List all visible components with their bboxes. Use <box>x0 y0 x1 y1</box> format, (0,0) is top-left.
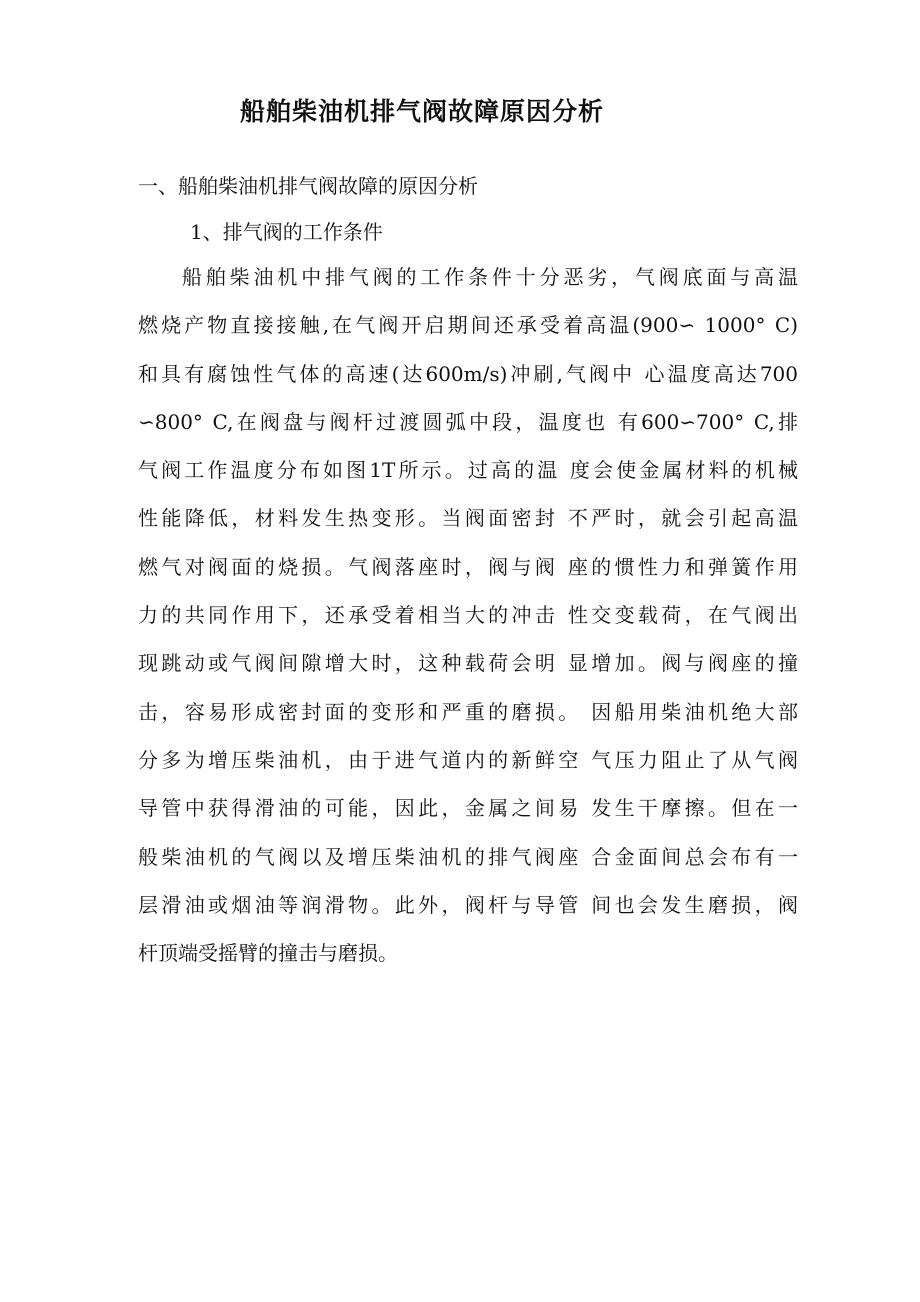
body-paragraph <box>138 262 798 986</box>
paragraph-line: 力的共同作用下，还承受着相当大的冲击 性交变载荷，在气阀出 <box>138 603 798 628</box>
sub-heading: 1、排气阀的工作条件 <box>190 220 383 244</box>
paragraph-line: 燃烧产物直接接触,在气阀开启期间还承受着高温(900∽ 1000° C) <box>138 313 798 338</box>
paragraph-line: 层滑油或烟油等润滑物。此外，阀杆与导管 间也会发生磨损，阀 <box>138 892 798 917</box>
paragraph-line: 燃气对阀面的烧损。气阀落座时，阀与阀 座的惯性力和弹簧作用 <box>138 554 798 579</box>
paragraph-line: ∽800° C,在阀盘与阀杆过渡圆弧中段，温度也 有600∽700° C,排 <box>138 409 798 434</box>
section-heading: 一、船舶柴油机排气阀故障的原因分析 <box>138 174 478 198</box>
paragraph-line: 船舶柴油机中排气阀的工作条件十分恶劣，气阀底面与高温 <box>182 265 798 289</box>
paragraph-line: 和具有腐蚀性气体的高速(达600m/s)冲刷,气阀中 心温度高达700 <box>138 361 798 386</box>
paragraph-line: 现跳动或气阀间隙增大时，这种载荷会明 显增加。阀与阀座的撞 <box>138 651 798 676</box>
paragraph-line: 击，容易形成密封面的变形和严重的磨损。 因船用柴油机绝大部 <box>138 699 798 724</box>
document-title: 船舶柴油机排气阀故障原因分析 <box>239 97 604 126</box>
paragraph-line: 杆顶端受摇臂的撞击与磨损。 <box>138 941 398 966</box>
paragraph-line: 分多为增压柴油机，由于进气道内的新鲜空 气压力阻止了从气阀 <box>138 747 798 772</box>
paragraph-line: 气阀工作温度分布如图1T所示。过高的温 度会使金属材料的机械 <box>138 458 798 483</box>
paragraph-line: 般柴油机的气阀以及增压柴油机的排气阀座 合金面间总会布有一 <box>138 844 798 869</box>
paragraph-line: 导管中获得滑油的可能，因此，金属之间易 发生干摩擦。但在一 <box>138 796 798 821</box>
paragraph-line: 性能降低，材料发生热变形。当阀面密封 不严时，就会引起高温 <box>138 506 798 531</box>
